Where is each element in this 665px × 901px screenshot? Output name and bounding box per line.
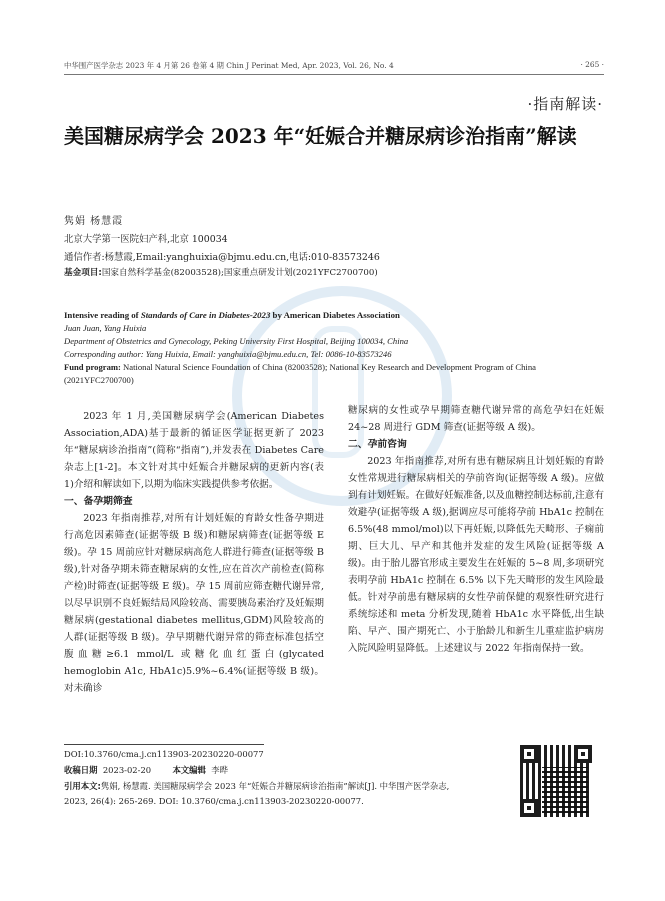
english-funding-label: Fund program: <box>64 362 121 372</box>
section-2-paragraph: 2023 年指南推荐,对所有患有糖尿病且计划妊娠的育龄女性常规进行糖尿病相关的孕前咨询(证据等级 A 级)。应做到有计划妊娠。在做好妊娠准备,以及血糖控制达标前,注意有效避孕(证据等级 A 级),据调应尽可能将孕前 HbA1c 控制在 6.5%(48 mmol/mol)以下再妊娠,以降低先天畸形、子痫前期、巨大儿、早产和其他并发症的发生风险(证据等级 A 级)。由于胎儿器官形成主要发生在妊娠的 5~8 周,多项研究表明孕前 HbA1c 控制在 6.5% 以下先天畸形的发生风险最低。针对孕前患有糖尿病的女性孕前保健的观察性研究进行系统综述和 meta 分析发现,随着 HbA1c 水平降低,出生缺陷、早产、围产期死亡、小于胎龄儿和新生儿重症监护病房入院风险明显降低。上述建议与 2022 年指南保持一致。 <box>348 456 604 654</box>
qr-modules <box>542 767 588 813</box>
funding-label: 基金项目: <box>64 268 102 278</box>
section-tag: ·指南解读· <box>527 95 603 113</box>
section-1-paragraph: 2023 年指南推荐,对所有计划妊娠的育龄女性备孕期进行高危因素筛查(证据等级 B 级)和糖尿病筛查(证据等级 E 级)。孕 15 周前应针对糖尿病高危人群进行筛查(证据等级 B 级),针对备孕期未筛查糖尿病的女性,应在首次产前检查(简称产检)时筛查(证据等级 E 级)。孕 15 周前应筛查糖代谢异常,以尽早识别不良妊娠结局风险较高、需要胰岛素治疗及妊娠期糖尿病(gestational diabetes mellitus,GDM)风险较高的人群(证据等级 B 级)。孕早期糖代谢异常的筛查标准包括空腹血糖≥6.1 mmol/L 或糖化血红蛋白(glycated hemoglobin A1c, HbA1c)5.9%~6.4%(证据等级 B 级)。对未确诊 <box>64 513 324 694</box>
qr-finder-top-left <box>520 745 538 763</box>
intro-paragraph: 2023 年 1 月,美国糖尿病学会(American Diabetes Association,ADA)基于最新的循证医学证据更新了 2023 年“糖尿病诊治指南”(简称“指南”),并发表在 Diabetes Care 杂志上[1-2]。本文针对其中妊娠合并糖尿病的更新内容(表 1)介绍和解读如下,以期为临床实践提供参考依据。 <box>64 411 324 490</box>
qr-finder-top-right <box>574 745 592 763</box>
english-title-post: by American Diabetes Association <box>270 310 400 320</box>
funding-text: 国家自然科学基金(82003528);国家重点研发计划(2021YFC2700700) <box>101 268 378 278</box>
received-label: 收稿日期 <box>64 765 98 775</box>
english-department: Department of Obstetrics and Gynecology, Peking University First Hospital, Beijing 100034, China <box>64 336 409 346</box>
english-title <box>64 309 604 322</box>
qr-finder-bottom-left <box>520 799 538 817</box>
article-title: 美国糖尿病学会 2023 年“妊娠合并糖尿病诊治指南”解读 <box>64 124 577 148</box>
qr-code[interactable] <box>520 745 592 817</box>
citation <box>64 779 454 809</box>
body-column-left <box>64 408 324 697</box>
english-title-italic: Standards of Care in Diabetes-2023 <box>140 310 271 320</box>
funding <box>64 266 378 278</box>
section-heading-1: 一、备孕期筛查 <box>64 496 133 507</box>
publisher-watermark <box>64 836 324 856</box>
corresponding-author: 通信作者:杨慧霞,Email:yanghuixia@bjmu.edu.cn,电话:010-83573246 <box>64 252 380 263</box>
authors: 隽娟 杨慧霞 <box>64 216 124 227</box>
received-date <box>64 763 228 778</box>
section-heading-2: 二、孕前咨询 <box>348 439 407 450</box>
received-value: 2023-02-20 <box>102 765 152 775</box>
body-column-right <box>348 402 604 657</box>
running-header <box>64 58 604 75</box>
affiliation: 北京大学第一医院妇产科,北京 100034 <box>64 234 228 245</box>
english-authors: Juan Juan, Yang Huixia <box>64 323 147 333</box>
english-funding <box>64 361 544 386</box>
english-funding-text: National Natural Science Foundation of China (82003528); National Key Research and Development Program of China (2021YFC2700700) <box>64 362 536 385</box>
english-title-pre: Intensive reading of <box>64 310 141 320</box>
footer-rule <box>64 744 264 745</box>
doi: DOI:10.3760/cma.j.cn113903-20230220-00077 <box>64 749 264 759</box>
citation-label: 引用本文: <box>64 781 101 791</box>
citation-text: 隽娟, 杨慧霞. 美国糖尿病学会 2023 年“妊娠合并糖尿病诊治指南”解读[J]. 中华围产医学杂志, 2023, 26(4): 265-269. DOI: 10.3760/cma.j.cn113903-20230220-00077. <box>64 781 450 806</box>
english-corresponding: Corresponding author: Yang Huixia, Email: yanghuixia@bjmu.edu.cn, Tel: 0086-10-83573246 <box>64 349 392 359</box>
continued-paragraph: 糖尿病的女性或孕早期筛查糖代谢异常的高危孕妇在妊娠 24~28 周进行 GDM 筛查(证据等级 A 级)。 <box>348 405 604 433</box>
editor-label: 本文编辑 <box>172 765 206 775</box>
page-number: · 265 · <box>580 60 604 69</box>
journal-citation-header: 中华围产医学杂志 2023 年 4 月第 26 卷第 4 期 Chin J Perinat Med, Apr. 2023, Vol. 26, No. 4 <box>64 61 394 70</box>
editor-value: 李晔 <box>211 765 229 775</box>
